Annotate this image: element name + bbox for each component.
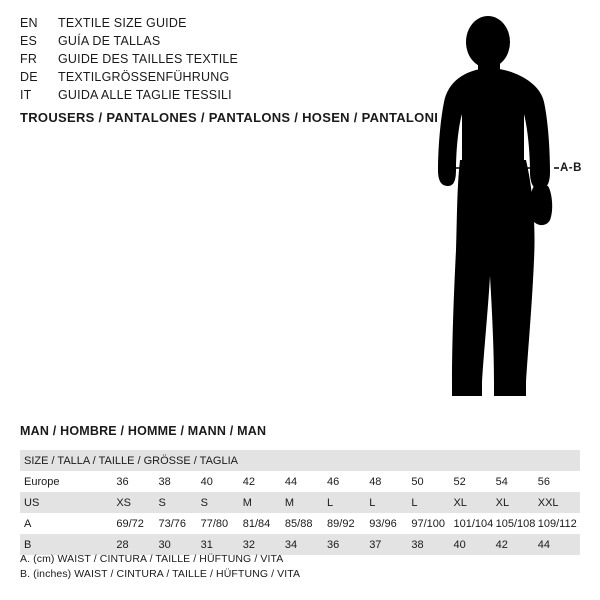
cell: 56 <box>537 475 550 488</box>
cell: 50 <box>411 475 424 488</box>
cell: 32 <box>243 534 285 555</box>
language-row <box>20 32 360 50</box>
body-figure <box>400 10 600 410</box>
cell: 37 <box>369 534 411 555</box>
cell: 69/72 <box>116 517 144 530</box>
cell: 34 <box>285 534 327 555</box>
row-label: B <box>20 534 116 555</box>
language-text: GUIDA ALLE TAGLIE TESSILI <box>58 88 232 102</box>
language-text: GUÍA DE TALLAS <box>58 34 161 48</box>
cell: 73/76 <box>158 517 187 530</box>
cell: 97/100 <box>411 517 445 530</box>
cell: XL <box>453 492 495 513</box>
cell: 85/88 <box>284 517 313 530</box>
cell: XXL <box>538 492 580 513</box>
section-title-man: MAN / HOMBRE / HOMME / MANN / MAN <box>20 424 267 438</box>
cell: 36 <box>327 534 369 555</box>
size-table <box>20 450 580 555</box>
footnotes <box>20 552 300 582</box>
cell: 105/108 <box>495 517 536 530</box>
cell: M <box>243 492 285 513</box>
measure-label-ab: A-B <box>560 162 582 174</box>
category-title: TROUSERS / PANTALONES / PANTALONS / HOSEN / PANTALONI <box>20 110 439 125</box>
table-row <box>20 471 580 492</box>
cell: L <box>369 492 411 513</box>
cell: 52 <box>453 475 466 488</box>
language-text: GUIDE DES TAILLES TEXTILE <box>58 52 239 66</box>
cell: 81/84 <box>242 517 271 530</box>
table-row <box>20 492 580 513</box>
cell: 89/92 <box>327 517 355 530</box>
cell: XS <box>116 492 158 513</box>
cell: 28 <box>116 534 158 555</box>
cell: 54 <box>495 475 508 488</box>
cell: 101/104 <box>453 517 494 530</box>
table-header-row <box>20 450 580 471</box>
language-code: EN <box>20 16 38 30</box>
cell: M <box>285 492 327 513</box>
row-label: A <box>24 517 32 530</box>
cell: 42 <box>242 475 256 488</box>
cell: 46 <box>327 475 340 488</box>
language-text: TEXTILGRÖSSENFÜHRUNG <box>58 70 230 84</box>
cell: S <box>158 492 200 513</box>
cell: 44 <box>538 534 580 555</box>
language-code: DE <box>20 70 38 84</box>
language-row <box>20 86 360 104</box>
cell: 44 <box>284 475 298 488</box>
language-list <box>20 14 360 104</box>
row-label: US <box>20 492 116 513</box>
language-row <box>20 14 360 32</box>
cell: 38 <box>158 475 171 488</box>
language-code: ES <box>20 34 38 48</box>
cell: 93/96 <box>369 517 397 530</box>
language-code: FR <box>20 52 38 66</box>
cell: 30 <box>158 534 200 555</box>
cell: 40 <box>453 534 495 555</box>
language-code: IT <box>20 88 32 102</box>
cell: 109/112 <box>537 517 577 530</box>
footnote-a: A. (cm) WAIST / CINTURA / TAILLE / HÜFTUNG / VITA <box>20 553 284 565</box>
cell: 38 <box>411 534 453 555</box>
man-silhouette-icon <box>400 10 600 410</box>
table-header-label: SIZE / TALLA / TAILLE / GRÖSSE / TAGLIA <box>20 450 580 471</box>
cell: XL <box>496 492 538 513</box>
cell: L <box>411 492 453 513</box>
cell: 40 <box>200 475 213 488</box>
cell: 48 <box>369 475 382 488</box>
cell: S <box>201 492 243 513</box>
cell: L <box>327 492 369 513</box>
cell: 36 <box>116 475 129 488</box>
cell: 77/80 <box>200 517 229 530</box>
table-row <box>20 513 580 534</box>
language-row <box>20 50 360 68</box>
row-label: Europe <box>24 475 60 488</box>
cell: 31 <box>201 534 243 555</box>
footnote-b: B. (inches) WAIST / CINTURA / TAILLE / HÜFTUNG / VITA <box>20 568 301 580</box>
language-text: TEXTILE SIZE GUIDE <box>58 16 187 30</box>
language-row <box>20 68 360 86</box>
cell: 42 <box>496 534 538 555</box>
